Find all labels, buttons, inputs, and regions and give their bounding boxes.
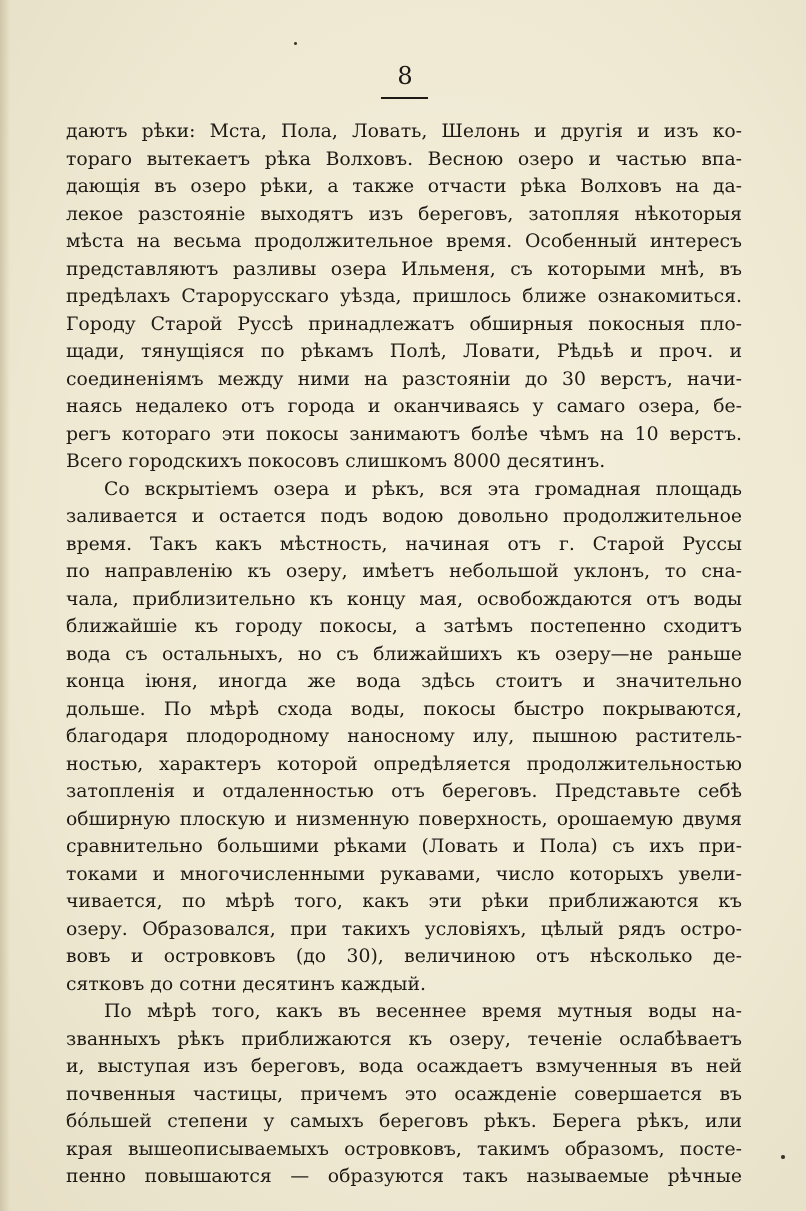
text-line: время. Такъ какъ мѣстность, начиная отъ г. Старой Руссы	[66, 533, 742, 555]
page-speck	[781, 1155, 785, 1159]
text-line: званныхъ рѣкъ приближаются къ озеру, теченіе ослабѣваетъ	[66, 1028, 742, 1050]
text-line: Со вскрытіемъ озера и рѣкъ, вся эта громадная площадь	[104, 478, 742, 500]
text-line: чала, приблизительно къ концу мая, освобождаются отъ воды	[66, 588, 742, 610]
text-line: затопленія и отдаленностью отъ береговъ. Представьте себѣ	[66, 781, 742, 802]
text-line: и, выступая изъ береговъ, вода осаждаетъ взмученныя въ ней	[66, 1056, 742, 1077]
text-line: сятковъ до сотни десятинъ каждый.	[66, 973, 426, 995]
text-line: озеру. Образовался, при такихъ условіяхъ, цѣлый рядъ остро-	[66, 918, 742, 940]
text-line: заливается и остается подъ водою довольно продолжительное	[66, 506, 742, 527]
text-line: лекое разстояніе выходятъ изъ береговъ, затопляя нѣкоторыя	[66, 203, 742, 225]
text-line: обширную плоскую и низменную поверхность, орошаемую двумя	[66, 808, 742, 830]
text-line: даютъ рѣки: Мста, Пола, Ловать, Шелонь и другія и изъ ко-	[66, 121, 742, 142]
text-line: почвенныя частицы, причемъ это осажденіе совершается въ	[66, 1083, 742, 1105]
text-line: соединеніямъ между ними на разстояніи до 30 верстъ, начи-	[66, 368, 742, 390]
text-line: регъ котораго эти покосы занимаютъ болѣе чѣмъ на 10 верстъ.	[66, 423, 742, 445]
text-line: представляютъ разливы озера Ильменя, съ которыми мнѣ, въ	[66, 258, 742, 280]
text-line: мѣста на весьма продолжительное время. Особенный интересъ	[66, 231, 742, 252]
text-line: наясь недалеко отъ города и оканчиваясь у самаго озера, бе-	[66, 396, 742, 417]
body-text	[66, 118, 742, 1191]
text-line: дольше. По мѣрѣ схода воды, покосы быстро покрываются,	[66, 698, 742, 720]
text-line: конца іюня, иногда же вода здѣсь стоитъ и значительно	[66, 671, 742, 692]
text-line: Городу Старой Руссѣ принадлежатъ обширныя покосныя пло-	[66, 313, 742, 335]
text-line: ностью, характеръ которой опредѣляется продолжительностью	[66, 753, 742, 775]
text-line: ближайшіе къ городу покосы, а затѣмъ постепенно сходитъ	[66, 616, 742, 637]
text-line: сравнительно большими рѣками (Ловать и Пола) съ ихъ при-	[66, 836, 742, 857]
text-line: щади, тянущіяся по рѣкамъ Полѣ, Ловати, Рѣдьѣ и проч. и	[66, 341, 742, 362]
text-line: края вышеописываемыхъ островковъ, такимъ образомъ, посте-	[66, 1138, 742, 1160]
text-line: бо́льшей степени у самыхъ береговъ рѣкъ. Берега рѣкъ, или	[66, 1111, 742, 1132]
text-line: токами и многочисленными рукавами, число которыхъ увели-	[66, 863, 742, 885]
text-line: По мѣрѣ того, какъ въ весеннее время мутныя воды на-	[104, 1001, 742, 1022]
text-line: предѣлахъ Старорусскаго уѣзда, пришлось ближе ознакомиться.	[66, 286, 742, 307]
text-line: дающія въ озеро рѣки, а также отчасти рѣка Волховъ на да-	[66, 176, 742, 197]
text-line: по направленію къ озеру, имѣетъ небольшой уклонъ, то сна-	[66, 561, 742, 582]
text-line: пенно повышаются — образуются такъ называемые рѣчные	[66, 1166, 742, 1187]
page-edge-shadow	[0, 0, 10, 1211]
text-line: вовъ и островковъ (до 30), величиною отъ нѣсколько де-	[66, 946, 742, 967]
text-line: Всего городскихъ покосовъ слишкомъ 8000 десятинъ.	[66, 451, 606, 472]
text-line: благодаря плодородному наносному илу, пышною раститель-	[66, 726, 742, 747]
text-line: вода съ остальныхъ, но съ ближайшихъ къ озеру—не раньше	[66, 643, 742, 665]
page-number: 8	[397, 62, 413, 90]
text-line: чивается, по мѣрѣ того, какъ эти рѣки приближаются къ	[66, 891, 742, 912]
page-speck	[294, 42, 297, 45]
page-number-rule	[381, 97, 428, 99]
text-line: тораго вытекаетъ рѣка Волховъ. Весною озеро и частью впа-	[66, 148, 742, 170]
